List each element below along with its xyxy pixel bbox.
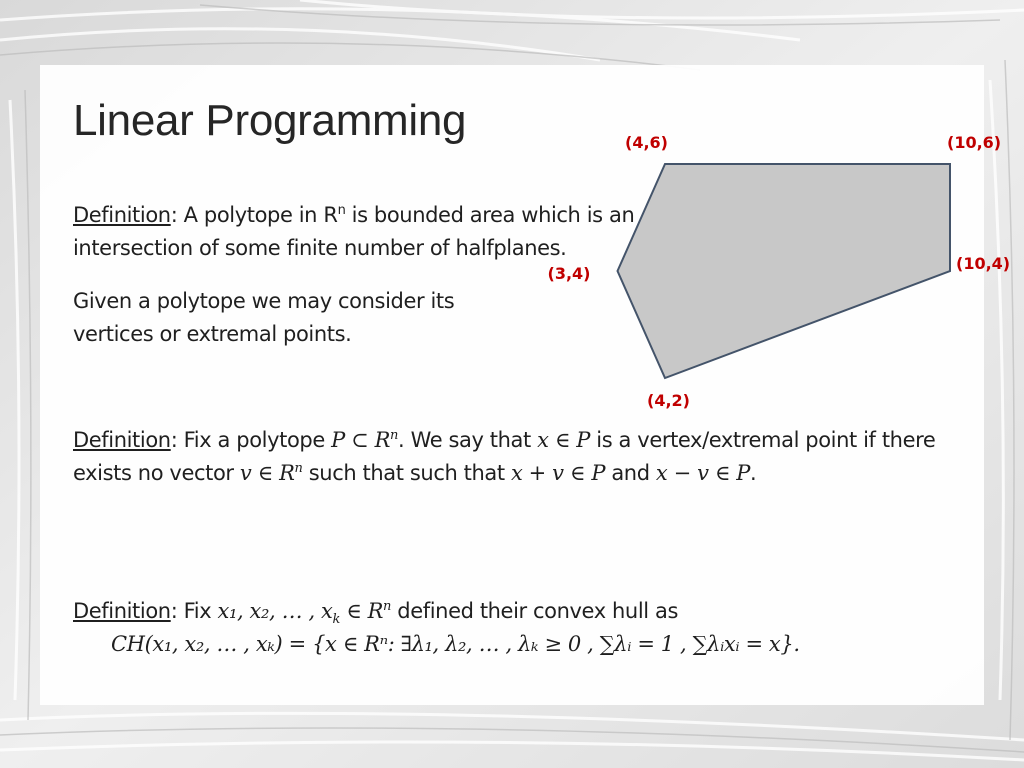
vertices-note: Given a polytope we may consider its vertices or extremal points. (73, 289, 455, 346)
definition-text-b: is bounded area which is an intersection of some finite number of halfplanes. (73, 203, 635, 260)
vertex-definition (73, 424, 963, 490)
polytope-shape (618, 164, 951, 378)
def2-text-1: : Fix a polytope (170, 428, 332, 452)
polytope-figure (547, 133, 1011, 420)
definition-superscript: n (337, 203, 346, 218)
def2-text-3: is a vertex/extremal point if there exists no vector (73, 428, 936, 485)
convex-hull-formula: CH(x₁, x₂, … , xₖ) = {x ∈ Rⁿ: ∃λ₁, λ₂, … , λₖ ≥ 0 , ∑λᵢ = 1 , ∑λᵢxᵢ = x}. (111, 632, 800, 656)
def2-text-2: . We say that (398, 428, 538, 452)
def3-text-2: defined their convex hull as (391, 599, 678, 623)
polytope-definition (73, 199, 693, 265)
vertex-label: (3,4) (547, 264, 591, 283)
convex-hull-definition (73, 595, 963, 661)
vertex-label: (4,2) (647, 391, 690, 410)
vertex-label: (4,6) (625, 133, 668, 152)
def2-text-6: . (750, 461, 757, 485)
slide-title: Linear Programming (73, 96, 467, 145)
def3-text-1: : Fix (170, 599, 218, 623)
def2-math-3: v ∈ $R^n$ (239, 461, 303, 485)
definition-term: Definition (73, 599, 171, 623)
definition-text-a: : A polytope in R (170, 203, 338, 227)
def2-text-4: such that such that (302, 461, 511, 485)
def3-math-1: x₁, x₂, … , $x_k$ ∈ $R^n$ (217, 599, 392, 628)
vertex-label: (10,4) (956, 254, 1011, 273)
def2-math-4: x + v ∈ P (510, 461, 606, 485)
def2-math-5: x − v ∈ P (655, 461, 751, 485)
definition-term: Definition (73, 428, 171, 452)
def2-text-5: and (605, 461, 656, 485)
vertex-label: (10,6) (947, 133, 1002, 152)
def2-math-2: x ∈ P (537, 428, 591, 452)
def2-math-1: P ⊂ $R^n$ (331, 428, 399, 452)
definition-term: Definition (73, 203, 171, 227)
